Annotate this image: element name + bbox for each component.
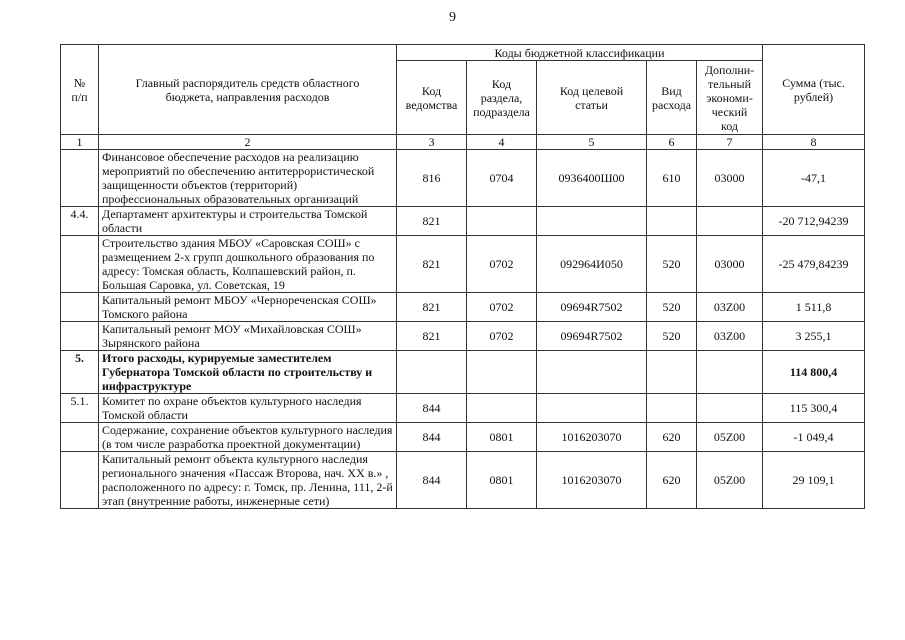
cell-sum: 29 109,1 [763,452,865,509]
cell-name: Капитальный ремонт МБОУ «Чернореченская СОШ» Томского района [99,293,397,322]
cell-sum: -25 479,84239 [763,236,865,293]
cell-stat: 092964И050 [537,236,647,293]
cell-ved: 821 [397,236,467,293]
cell-razd: 0801 [467,423,537,452]
cell-stat [537,394,647,423]
cell-razd: 0704 [467,150,537,207]
cell-num [61,322,99,351]
cell-dop: 03Z00 [697,293,763,322]
cell-name: Финансовое обеспечение расходов на реализацию мероприятий по обеспечению антитеррористической защищенности объектов (территорий) профессиональных образовательных организаций [99,150,397,207]
header-main: Главный распорядитель средств областного бюджета, направления расходов [99,45,397,135]
cell-sum: 3 255,1 [763,322,865,351]
cell-ved: 844 [397,452,467,509]
cell-vid: 520 [647,293,697,322]
cell-ved: 821 [397,207,467,236]
table-row [61,150,865,207]
cell-dop: 05Z00 [697,452,763,509]
cell-razd [467,207,537,236]
cell-vid: 520 [647,322,697,351]
cell-razd [467,394,537,423]
header-codes-group: Коды бюджетной классификации [397,45,763,61]
cell-name: Комитет по охране объектов культурного наследия Томской области [99,394,397,423]
cell-razd: 0702 [467,236,537,293]
cell-stat: 1016203070 [537,452,647,509]
table-row [61,293,865,322]
cell-num [61,293,99,322]
table-row [61,322,865,351]
cell-name: Строительство здания МБОУ «Саровская СОШ» с размещением 2-х групп дошкольного образования по адресу: Томская область, Колпашевский район, п. Большая Саровка, ул. Советская, 19 [99,236,397,293]
cell-sum: 114 800,4 [763,351,865,394]
index-row: 1 2 3 4 5 6 7 8 [61,135,865,150]
cell-vid [647,394,697,423]
cell-razd [467,351,537,394]
cell-num [61,150,99,207]
cell-stat: 1016203070 [537,423,647,452]
cell-sum: 115 300,4 [763,394,865,423]
header-vid: Вид расхода [647,61,697,135]
page-number: 9 [449,10,456,25]
cell-dop [697,351,763,394]
cell-name: Содержание, сохранение объектов культурного наследия (в том числе разработка проектной документации) [99,423,397,452]
table-row [61,394,865,423]
cell-stat: 09694R7502 [537,293,647,322]
cell-ved [397,351,467,394]
cell-razd: 0702 [467,293,537,322]
cell-ved: 821 [397,322,467,351]
cell-num: 4.4. [61,207,99,236]
header-razdel: Код раздела, подраздела [467,61,537,135]
table-row [61,452,865,509]
cell-vid: 620 [647,452,697,509]
cell-stat [537,351,647,394]
cell-vid [647,207,697,236]
header-statya: Код целевой статьи [537,61,647,135]
cell-name: Капитальный ремонт МОУ «Михайловская СОШ» Зырянского района [99,322,397,351]
table-row [61,351,865,394]
cell-dop [697,207,763,236]
cell-stat [537,207,647,236]
cell-dop: 03Z00 [697,322,763,351]
cell-vid [647,351,697,394]
cell-dop [697,394,763,423]
cell-sum: -47,1 [763,150,865,207]
cell-num [61,236,99,293]
cell-vid: 620 [647,423,697,452]
budget-table [60,44,865,509]
cell-ved: 844 [397,423,467,452]
table-row [61,207,865,236]
cell-dop: 03000 [697,150,763,207]
cell-vid: 520 [647,236,697,293]
cell-name: Итого расходы, курируемые заместителем Губернатора Томской области по строительству и инфраструктуре [99,351,397,394]
cell-dop: 05Z00 [697,423,763,452]
cell-ved: 816 [397,150,467,207]
header-summa: Сумма (тыс. рублей) [763,45,865,135]
cell-dop: 03000 [697,236,763,293]
cell-name: Департамент архитектуры и строительства Томской области [99,207,397,236]
cell-name: Капитальный ремонт объекта культурного наследия регионального значения «Пассаж Второва, нач. XX в.» , расположенного по адресу: г. Томск, пр. Ленина, 111, 2-й этап (внутренние работы, инженерные сети) [99,452,397,509]
cell-num [61,423,99,452]
header-dop: Дополни-тельный экономи-ческий код [697,61,763,135]
cell-num [61,452,99,509]
cell-sum: -1 049,4 [763,423,865,452]
cell-vid: 610 [647,150,697,207]
table-row [61,423,865,452]
table-row [61,236,865,293]
cell-num: 5. [61,351,99,394]
cell-stat: 0936400Ш00 [537,150,647,207]
cell-ved: 844 [397,394,467,423]
cell-sum: 1 511,8 [763,293,865,322]
cell-sum: -20 712,94239 [763,207,865,236]
header-vedomstvo: Код ведомства [397,61,467,135]
cell-ved: 821 [397,293,467,322]
cell-razd: 0801 [467,452,537,509]
cell-razd: 0702 [467,322,537,351]
cell-num: 5.1. [61,394,99,423]
header-num: № п/п [61,45,99,135]
cell-stat: 09694R7502 [537,322,647,351]
